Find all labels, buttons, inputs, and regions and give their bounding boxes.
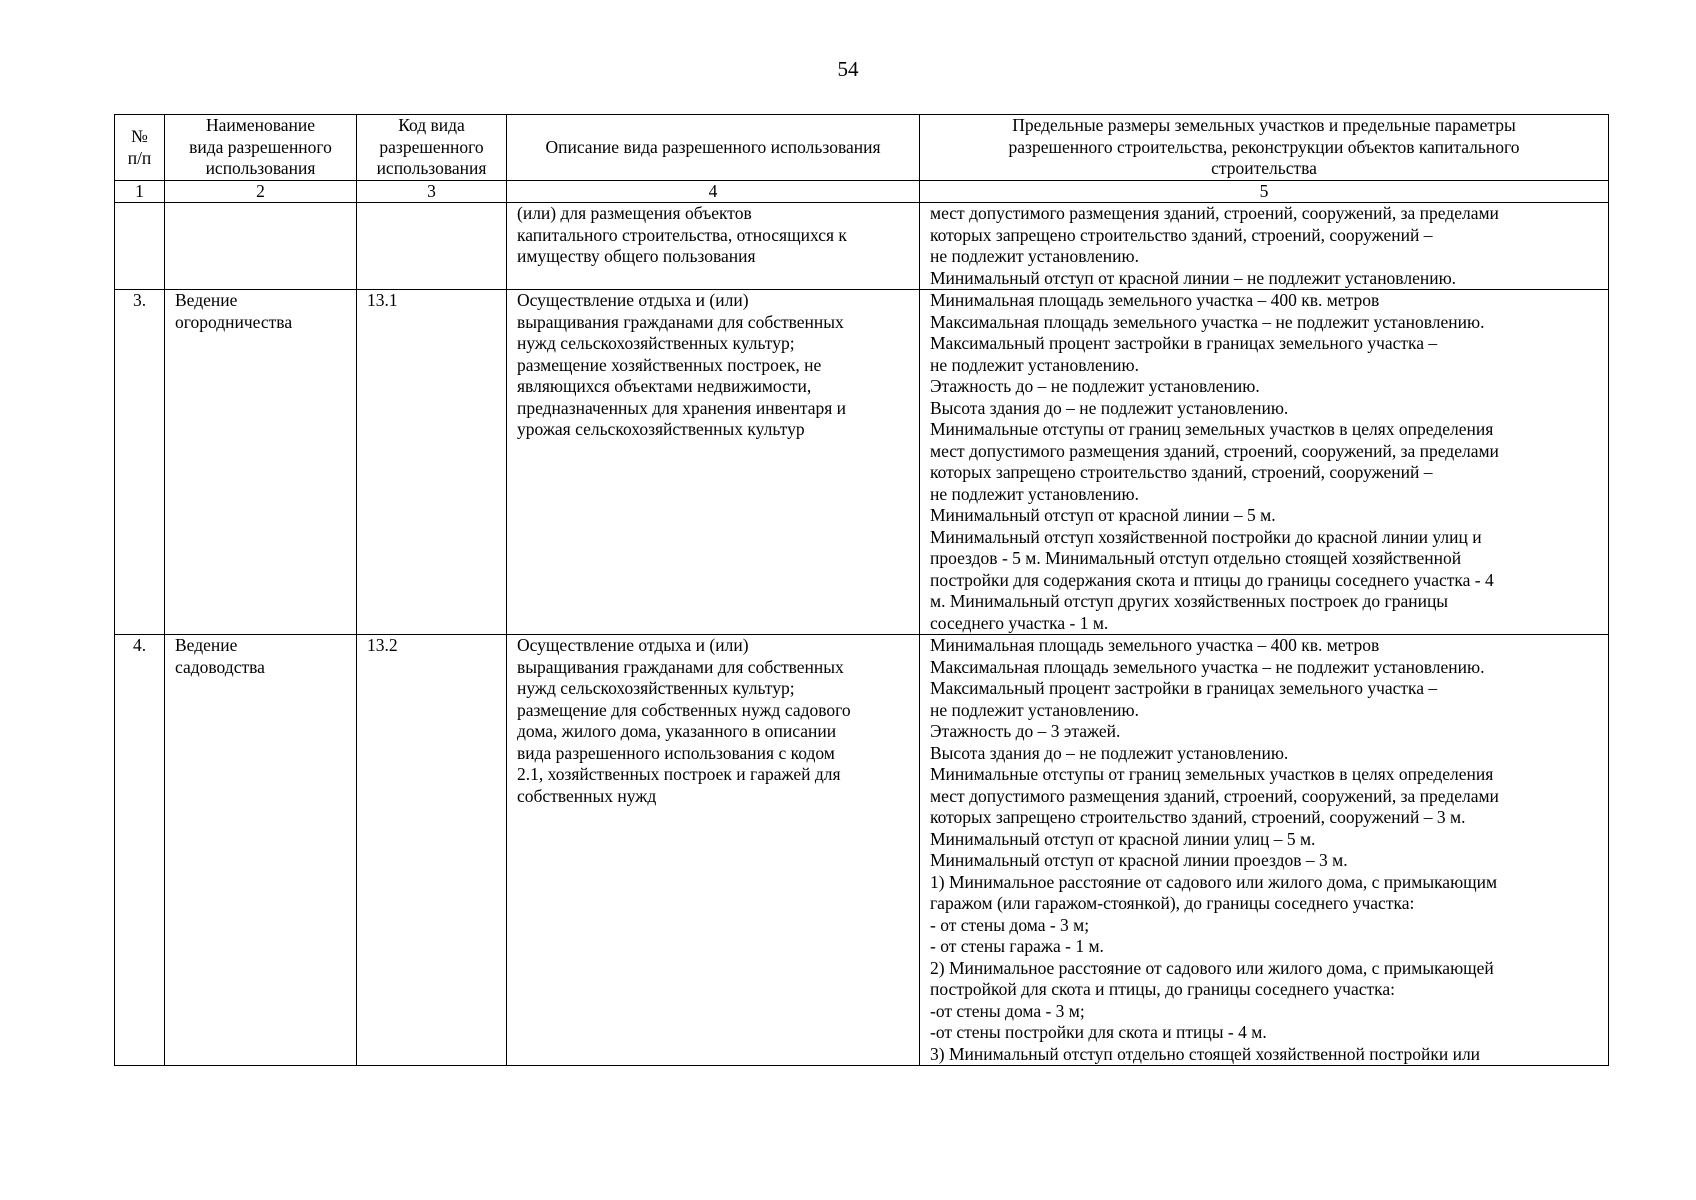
use-name — [165, 290, 357, 635]
text-line: которых запрещено строительство зданий, строений, сооружений – 3 м. — [930, 807, 1466, 827]
row-number — [115, 203, 165, 290]
column-number: 1 — [115, 181, 165, 203]
header-text: Описание вида разрешенного использования — [545, 136, 881, 157]
text-line: размещение хозяйственных построек, не — [517, 354, 822, 375]
text-line: 2) Минимальное расстояние от садового или жилого дома, с примыкающей — [930, 957, 1494, 978]
header-text: Код вида — [398, 115, 465, 136]
use-description — [507, 290, 920, 635]
page-number: 54 — [837, 57, 859, 81]
text-line: Этажность до – 3 этажей. — [930, 721, 1121, 741]
text-line: Ведение — [175, 635, 238, 655]
header-text: вида разрешенного — [189, 136, 332, 157]
header-col-5 — [920, 115, 1609, 181]
text-line: имуществу общего пользования — [517, 246, 756, 266]
text-line: Минимальный отступ от красной линии улиц – 5 м. — [930, 828, 1316, 849]
table-header-row — [115, 115, 1609, 181]
text-line: -от стены постройки для скота и птицы - 4 м. — [930, 1022, 1267, 1042]
text-line: 1) Минимальное расстояние от садового или жилого дома, с примыкающим — [930, 871, 1498, 892]
text-line: дома, жилого дома, указанного в описании — [517, 721, 837, 741]
text-line: собственных нужд — [517, 785, 657, 806]
text-line: Минимальная площадь земельного участка – 400 кв. метров — [930, 635, 1380, 655]
text-line: Минимальный отступ от красной линии – не подлежит установлению. — [930, 267, 1457, 288]
text-line: вида разрешенного использования с кодом — [517, 742, 835, 763]
table-row — [115, 635, 1609, 1066]
text-line: - от стены гаража - 1 м. — [930, 936, 1104, 956]
text-line: не подлежит установлению. — [930, 246, 1139, 266]
text-line: постройкой для скота и птицы, до границы соседнего участка: — [930, 979, 1396, 999]
text-line: Высота здания до – не подлежит установлению. — [930, 397, 1289, 418]
header-col-4 — [507, 115, 920, 181]
column-number: 5 — [920, 181, 1609, 203]
text-line: (или) для размещения объектов — [517, 203, 752, 223]
header-col-1 — [115, 115, 165, 181]
text-line: Максимальная площадь земельного участка – не подлежит установлению. — [930, 656, 1485, 677]
text-line: Максимальный процент застройки в границах земельного участка – — [930, 678, 1438, 698]
header-text: п/п — [127, 147, 152, 168]
text-line: 3) Минимальный отступ отдельно стоящей хозяйственной постройки или — [930, 1043, 1481, 1064]
text-line: являющихся объектами недвижимости, — [517, 376, 812, 396]
text-line: мест допустимого размещения зданий, строений, сооружений, за пределами — [930, 440, 1499, 461]
column-number-row — [115, 181, 1609, 203]
header-text: строительства — [1211, 158, 1317, 179]
text-line: 2.1, хозяйственных построек и гаражей для — [517, 764, 841, 784]
use-parameters — [920, 290, 1609, 635]
text-line: выращивания гражданами для собственных — [517, 656, 844, 677]
text-line: мест допустимого размещения зданий, строений, сооружений, за пределами — [930, 785, 1499, 806]
text-line: гаражом (или гаражом-стоянкой), до границы соседнего участка: — [930, 893, 1415, 913]
text-line: Минимальный отступ хозяйственной постройки до красной линии улиц и — [930, 526, 1482, 547]
text-line: постройки для содержания скота и птицы до границы соседнего участка - 4 — [930, 569, 1494, 590]
text-line: Осуществление отдыха и (или) — [517, 290, 749, 310]
text-line: Максимальный процент застройки в границах земельного участка – — [930, 333, 1438, 353]
text-line: не подлежит установлению. — [930, 354, 1139, 375]
text-line: Минимальная площадь земельного участка – 400 кв. метров — [930, 290, 1380, 310]
text-line: огородничества — [175, 311, 293, 332]
column-number: 2 — [165, 181, 357, 203]
text-line: мест допустимого размещения зданий, строений, сооружений, за пределами — [930, 203, 1499, 223]
use-description — [507, 635, 920, 1066]
header-text: Наименование — [205, 115, 316, 136]
text-line: урожая сельскохозяйственных культур — [517, 419, 805, 439]
text-line: выращивания гражданами для собственных — [517, 311, 844, 332]
text-line: Ведение — [175, 290, 238, 310]
header-text: использования — [376, 158, 487, 179]
text-line: не подлежит установлению. — [930, 483, 1139, 504]
use-name — [165, 635, 357, 1066]
header-text: разрешенного строительства, реконструкции объектов капитального — [1008, 136, 1520, 157]
text-line: Осуществление отдыха и (или) — [517, 635, 749, 655]
text-line: нужд сельскохозяйственных культур; — [517, 678, 795, 698]
text-line: Минимальный отступ от красной линии проездов – 3 м. — [930, 850, 1348, 870]
header-text: № — [131, 126, 148, 146]
text-line: размещение для собственных нужд садового — [517, 699, 851, 720]
text-line: не подлежит установлению. — [930, 699, 1139, 720]
use-description — [507, 203, 920, 290]
text-line: которых запрещено строительство зданий, строений, сооружений – — [930, 224, 1433, 245]
use-name — [165, 203, 357, 290]
header-text: использования — [205, 158, 316, 179]
table-row — [115, 290, 1609, 635]
text-line: садоводства — [175, 656, 265, 677]
text-line: нужд сельскохозяйственных культур; — [517, 333, 795, 353]
row-number: 3. — [115, 290, 165, 635]
text-line: соседнего участка - 1 м. — [930, 612, 1109, 633]
text-line: Минимальные отступы от границ земельных участков в целях определения — [930, 764, 1494, 784]
text-line: Минимальные отступы от границ земельных участков в целях определения — [930, 419, 1494, 439]
column-number: 3 — [357, 181, 507, 203]
use-code: 13.2 — [357, 635, 507, 1066]
text-line: м. Минимальный отступ других хозяйственных построек до границы — [930, 591, 1449, 611]
header-text: Предельные размеры земельных участков и предельные параметры — [1012, 115, 1516, 136]
text-line: проездов - 5 м. Минимальный отступ отдельно стоящей хозяйственной — [930, 548, 1462, 568]
row-number: 4. — [115, 635, 165, 1066]
use-code — [357, 203, 507, 290]
header-col-2 — [165, 115, 357, 181]
text-line: - от стены дома - 3 м; — [930, 914, 1090, 935]
text-line: -от стены дома - 3 м; — [930, 1000, 1085, 1021]
text-line: Максимальная площадь земельного участка – не подлежит установлению. — [930, 311, 1485, 332]
text-line: Высота здания до – не подлежит установлению. — [930, 742, 1289, 763]
use-code: 13.1 — [357, 290, 507, 635]
land-use-table — [114, 114, 1609, 1066]
text-line: Этажность до – не подлежит установлению. — [930, 376, 1260, 396]
use-parameters — [920, 635, 1609, 1066]
table-row — [115, 203, 1609, 290]
header-text: разрешенного — [379, 136, 484, 157]
use-parameters — [920, 203, 1609, 290]
text-line: капитального строительства, относящихся к — [517, 224, 847, 245]
text-line: предназначенных для хранения инвентаря и — [517, 397, 847, 418]
text-line: Минимальный отступ от красной линии – 5 м. — [930, 505, 1276, 525]
header-col-3 — [357, 115, 507, 181]
text-line: которых запрещено строительство зданий, строений, сооружений – — [930, 462, 1433, 482]
column-number: 4 — [507, 181, 920, 203]
